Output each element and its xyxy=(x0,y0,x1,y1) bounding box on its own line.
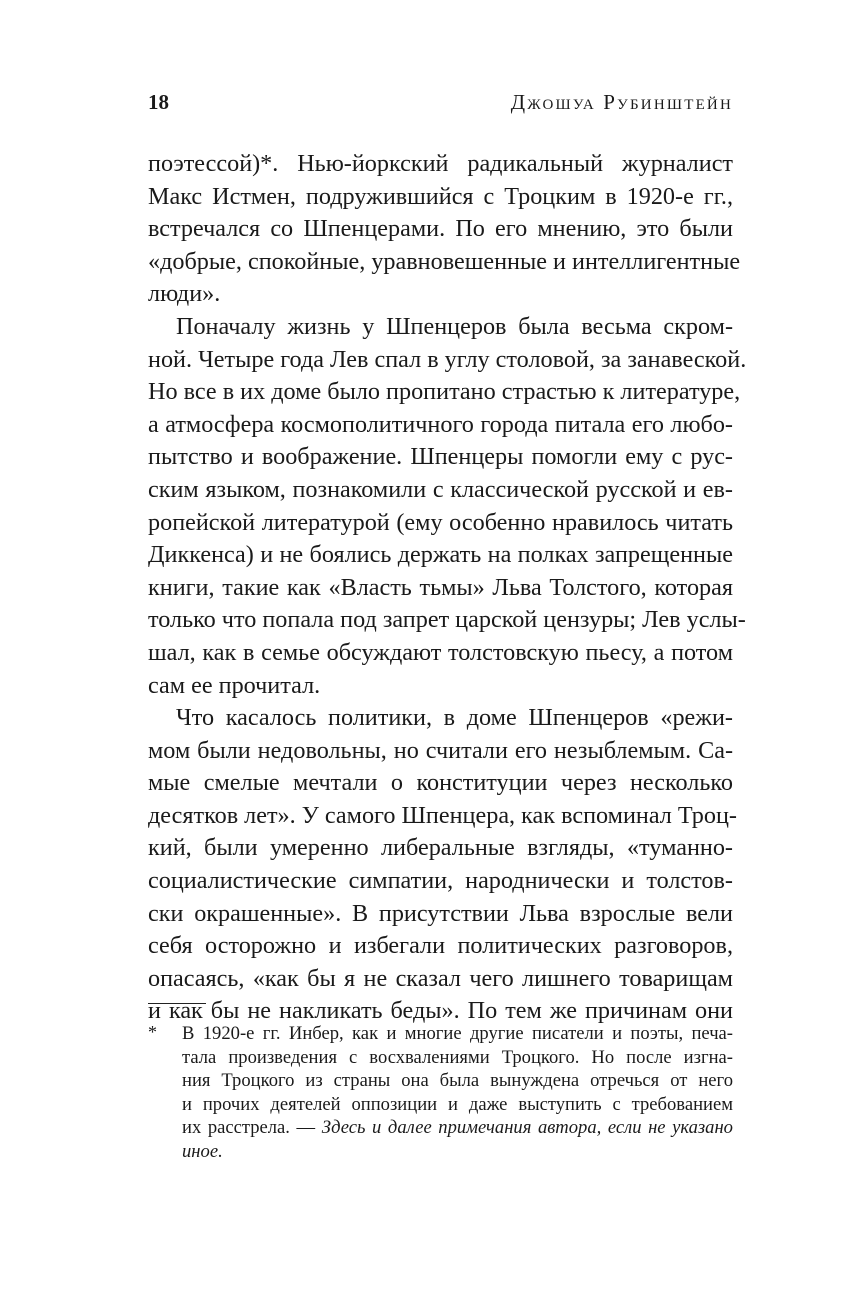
page-number: 18 xyxy=(148,90,169,114)
text-line: люди». xyxy=(148,280,221,308)
text-line: кий, были умеренно либеральные взгляды, «туманно- xyxy=(148,834,733,862)
footnote-line: тала произведения с восхвалениями Троцкого. Но после изгна- xyxy=(182,1046,733,1068)
page-header xyxy=(148,90,733,120)
text-line: ски окрашенные». В присутствии Льва взрослые вели xyxy=(148,899,733,927)
text-line: ропейской литературой (ему особенно нравилось читать xyxy=(148,508,733,536)
text-line: пытство и воображение. Шпенцеры помогли ему с рус- xyxy=(148,443,733,471)
text-line: книги, такие как «Власть тьмы» Льва Толстого, которая xyxy=(148,573,733,601)
text-line: мом были недовольны, но считали его незыблемым. Са- xyxy=(148,736,733,764)
text-line: себя осторожно и избегали политических разговоров, xyxy=(148,932,733,960)
text-line: ной. Четыре года Лев спал в углу столовой, за занавеской. xyxy=(148,345,747,373)
text-line: социалистические симпатии, народнически и толстов- xyxy=(148,867,733,895)
footnote-line: иное. xyxy=(182,1140,223,1162)
text-line: только что попала под запрет царской цензуры; Лев услы- xyxy=(148,606,746,634)
footnote-line: В 1920-е гг. Инбер, как и многие другие писатели и поэты, печа- xyxy=(182,1023,733,1044)
running-head-author: Джошуа Рубинштейн xyxy=(510,90,733,114)
text-line: встречался со Шпенцерами. По его мнению, это были xyxy=(148,215,733,243)
footnote-line xyxy=(182,1116,733,1140)
text-line: «добрые, спокойные, уравновешенные и интеллигентные xyxy=(148,247,741,275)
text-line: Диккенса) и не боялись держать на полках запрещенные xyxy=(148,541,733,569)
footnote-body xyxy=(182,1022,733,1164)
text-line: поэтессой)*. Нью-йоркский радикальный журналист xyxy=(148,150,733,177)
text-line: Поначалу жизнь у Шпенцеров была весьма скром- xyxy=(176,312,733,340)
text-line: сам ее прочитал. xyxy=(148,671,321,699)
text-line: Но все в их доме было пропитано страстью к литературе, xyxy=(148,378,741,406)
text-line: ским языком, познакомили с классической русской и ев- xyxy=(148,475,733,503)
text-line: десятков лет». У самого Шпенцера, как вспоминал Троц- xyxy=(148,801,737,829)
footnote-line: и прочих деятелей оппозиции и даже выступить с требованием xyxy=(182,1093,733,1115)
footnote-divider xyxy=(148,1003,206,1004)
text-line: Что касалось политики, в доме Шпенцеров «режи- xyxy=(176,704,733,732)
footnote-author-note: Здесь и далее примечания автора, если не указано xyxy=(321,1117,733,1139)
footnote-marker: * xyxy=(148,1022,157,1042)
text-line: опасаясь, «как бы я не сказал чего лишнего товарищам xyxy=(148,964,733,992)
footnote-text: их расстрела. — xyxy=(182,1117,322,1139)
text-line: шал, как в семье обсуждают толстовскую пьесу, а потом xyxy=(148,638,733,666)
text-line: а атмосфера космополитичного города питала его любо- xyxy=(148,410,733,438)
text-line: Макс Истмен, подружившийся с Троцким в 1920-е гг., xyxy=(148,182,733,210)
body-text xyxy=(148,148,747,1028)
text-line: мые смелые мечтали о конституции через несколько xyxy=(148,769,733,797)
footnote-line: ния Троцкого из страны она была вынуждена отречься от него xyxy=(182,1070,733,1092)
text-line: и как бы не накликать беды». По тем же причинам они xyxy=(148,997,733,1025)
